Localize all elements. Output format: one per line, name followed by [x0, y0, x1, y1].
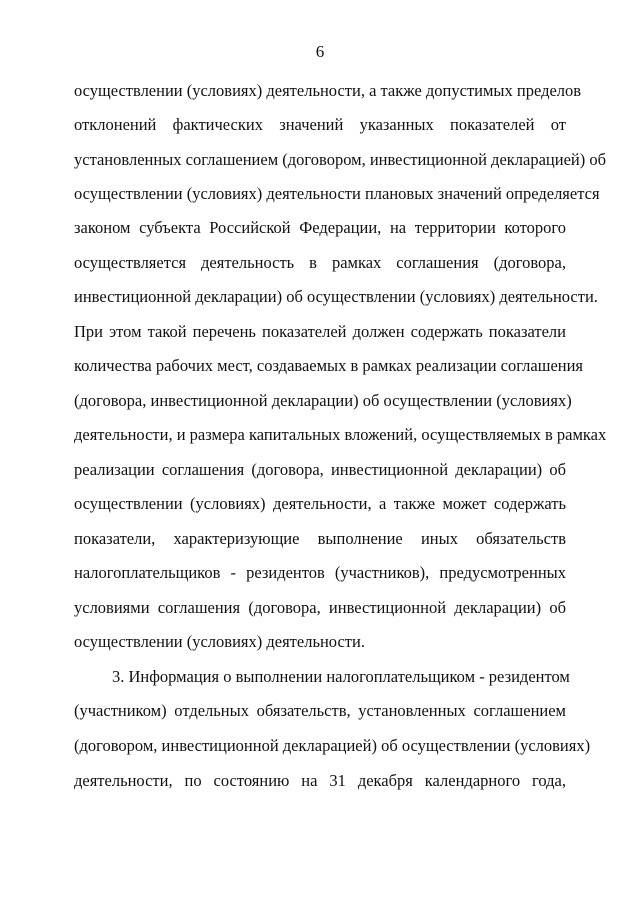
text-line: инвестиционной декларации) об осуществлении (условиях) деятельности. [74, 287, 598, 306]
page-number: 6 [315, 42, 325, 61]
text-line: осуществлении (условиях) деятельности плановых значений определяется [74, 184, 600, 203]
text-line: (договором, инвестиционной декларацией) об осуществлении (условиях) [74, 736, 591, 755]
text-line: осуществлении (условиях) деятельности, а также может содержать [74, 494, 566, 513]
text-line: отклонений фактических значений указанных показателей от [74, 115, 566, 134]
text-line: деятельности, по состоянию на 31 декабря календарного года, [74, 771, 566, 790]
text-line: осуществлении (условиях) деятельности. [74, 632, 365, 651]
text-line: При этом такой перечень показателей должен содержать показатели [74, 322, 566, 341]
text-line: налогоплательщиков - резидентов (участников), предусмотренных [74, 563, 566, 582]
text-line: количества рабочих мест, создаваемых в рамках реализации соглашения [74, 356, 584, 375]
text-line: (договора, инвестиционной декларации) об осуществлении (условиях) [74, 391, 572, 410]
text-line: законом субъекта Российской Федерации, на территории которого [74, 218, 566, 237]
text-line: 3. Информация о выполнении налогоплательщиком - резидентом [112, 667, 570, 686]
text-line: (участником) отдельных обязательств, установленных соглашением [74, 701, 566, 720]
text-line: показатели, характеризующие выполнение иных обязательств [74, 529, 566, 548]
text-line: реализации соглашения (договора, инвестиционной декларации) об [74, 460, 566, 479]
text-line: осуществляется деятельность в рамках соглашения (договора, [74, 253, 566, 272]
text-line: условиями соглашения (договора, инвестиционной декларации) об [74, 598, 566, 617]
text-line: деятельности, и размера капитальных вложений, осуществляемых в рамках [74, 425, 607, 444]
text-line: осуществлении (условиях) деятельности, а также допустимых пределов [74, 81, 582, 100]
text-line: установленных соглашением (договором, инвестиционной декларацией) об [74, 150, 607, 169]
